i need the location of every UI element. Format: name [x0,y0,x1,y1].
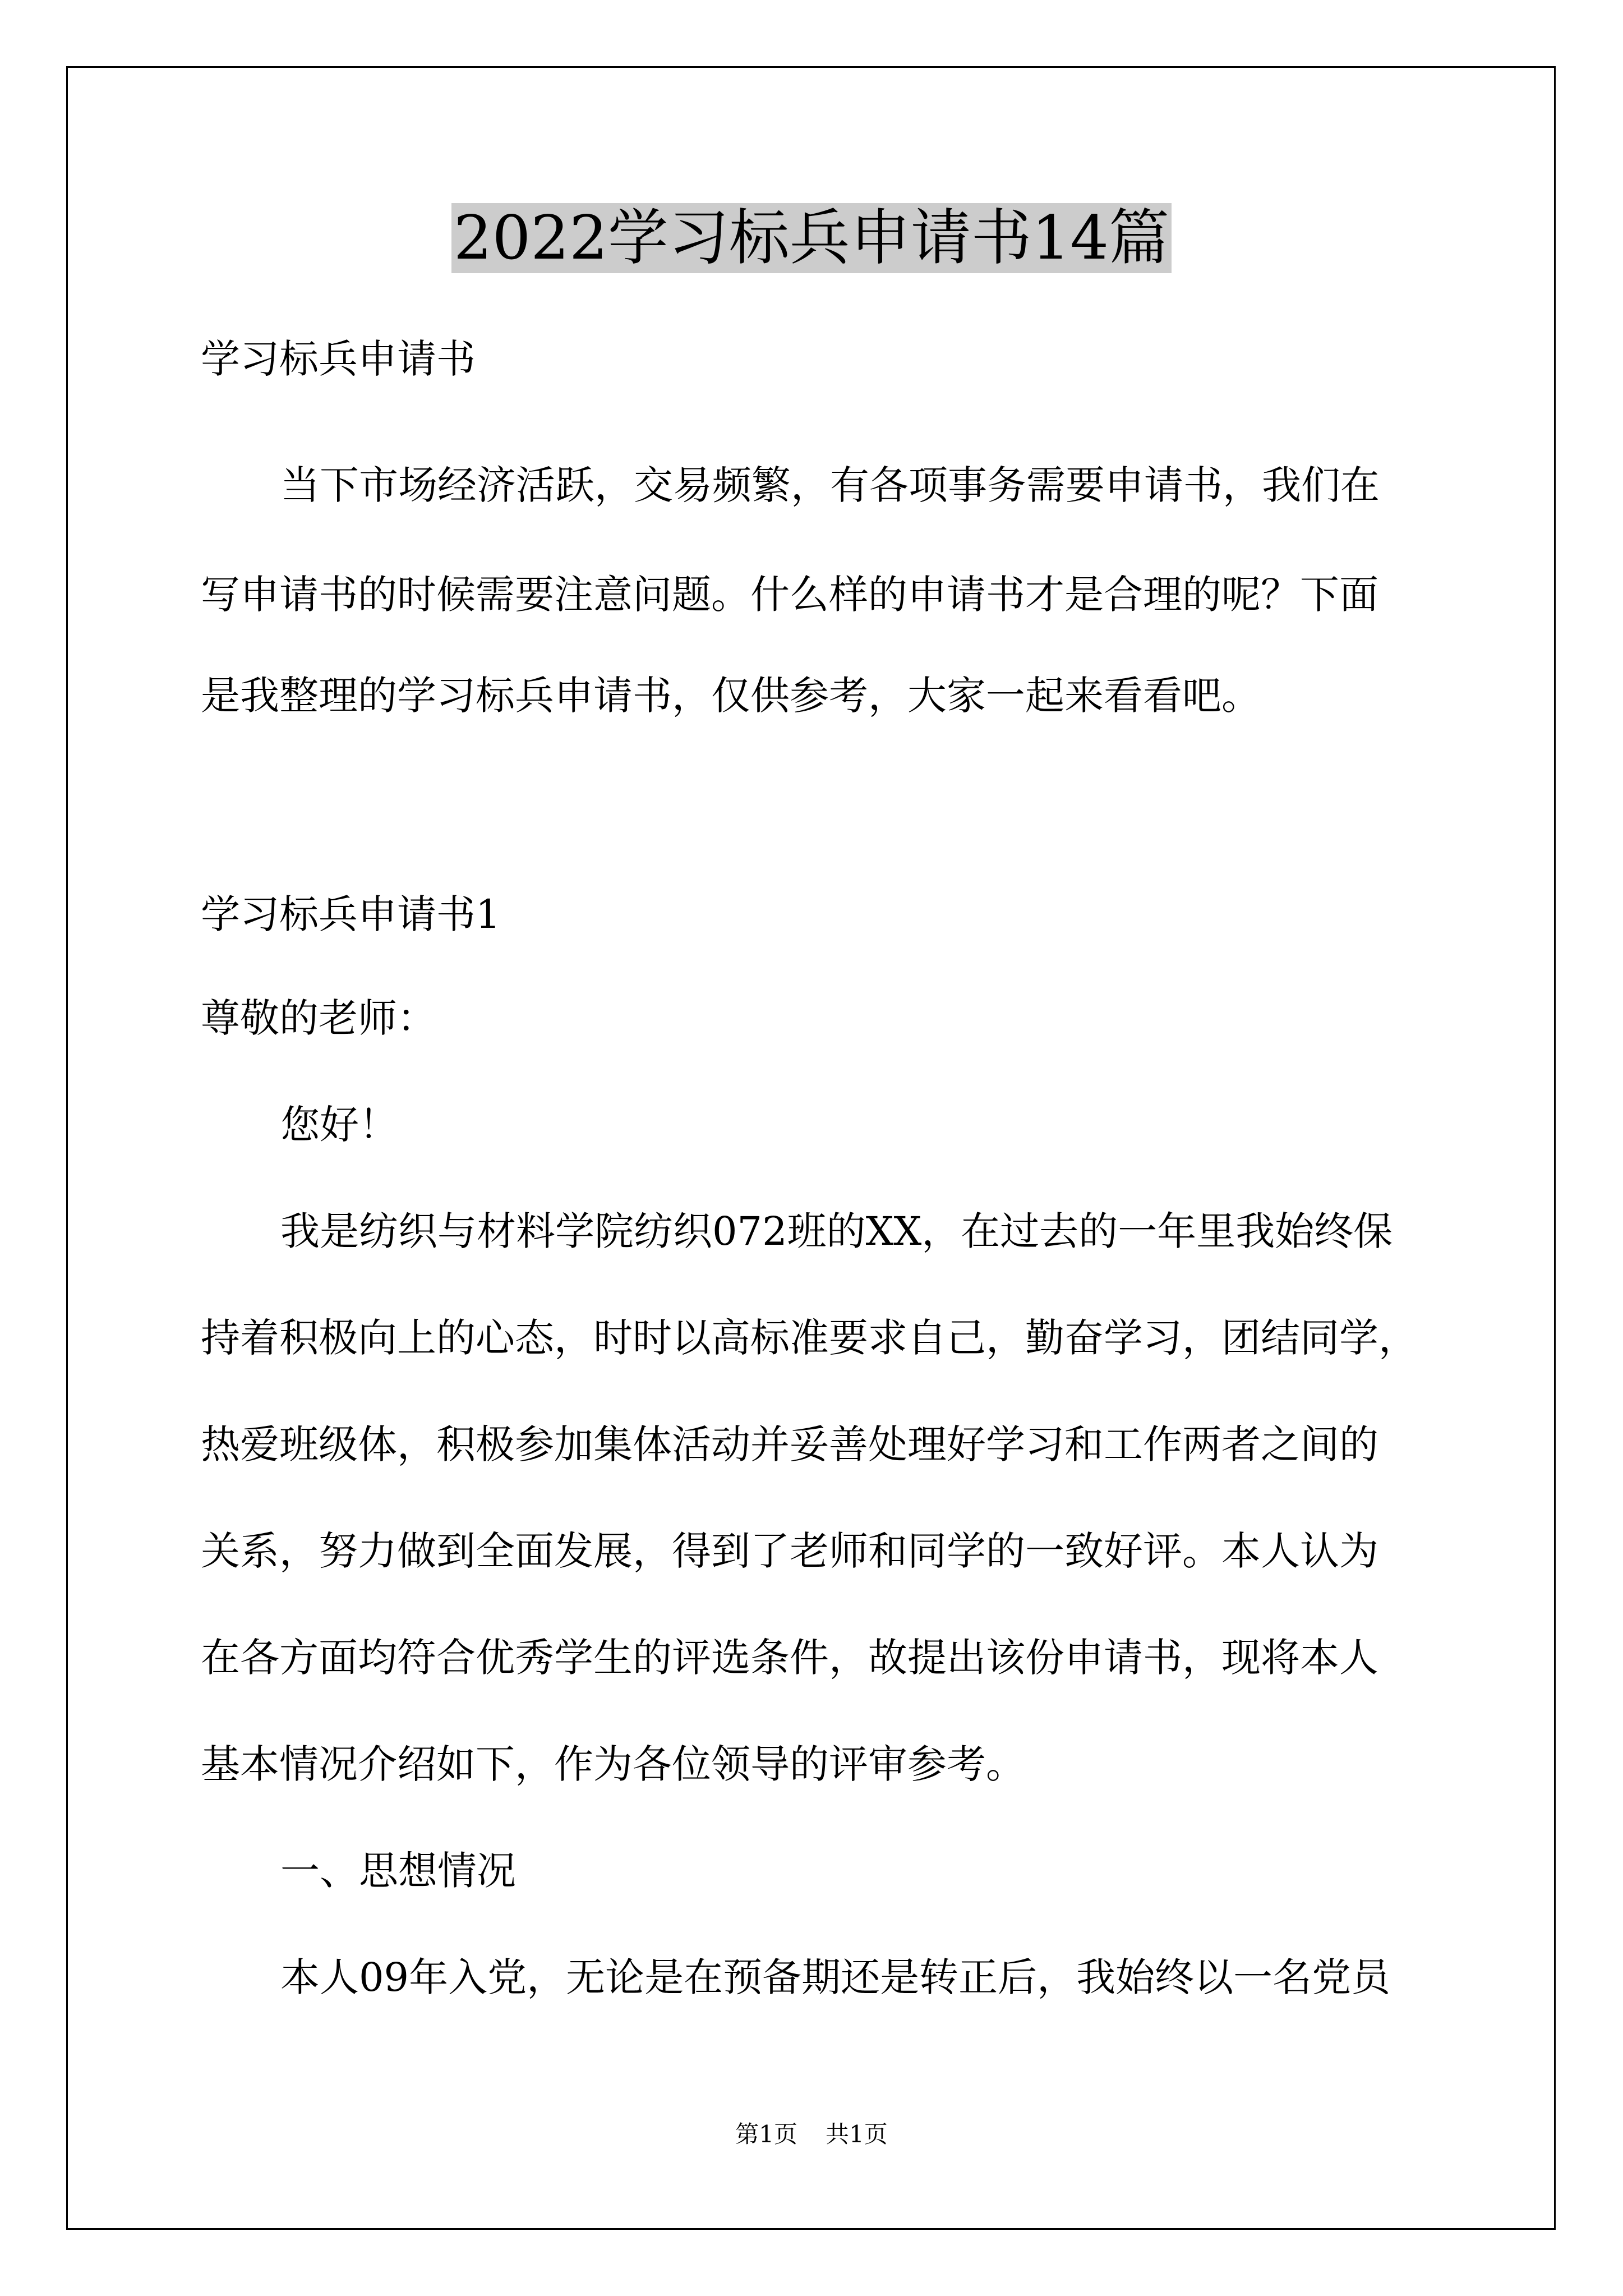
title-highlight: 2022学习标兵申请书14篇 [451,203,1172,273]
salutation: 尊敬的老师： [201,995,436,1041]
page-footer [0,2118,1623,2151]
body-line-4: 关系，努力做到全面发展，得到了老师和同学的一致好评。本人认为 [201,1528,1378,1574]
greeting: 您好！ [280,1102,398,1148]
page-number: 第1页 [735,2120,797,2148]
body-line-1: 我是纺织与材料学院纺织072班的XX，在过去的一年里我始终保 [280,1208,1393,1254]
intro-line-1: 当下市场经济活跃，交易频繁，有各项事务需要申请书，我们在 [280,462,1380,508]
body-line-7: 本人09年入党，无论是在预备期还是转正后，我始终以一名党员 [280,1954,1391,2000]
page-total: 共1页 [826,2120,888,2148]
intro-line-2: 写申请书的时候需要注意问题。什么样的申请书才是合理的呢？下面 [201,572,1378,618]
body-line-6: 基本情况介绍如下，作为各位领导的评审参考。 [201,1741,1025,1787]
subtitle-line: 学习标兵申请书 [201,336,476,382]
intro-line-3: 是我整理的学习标兵申请书，仅供参考，大家一起来看看吧。 [201,673,1261,719]
body-line-5: 在各方面均符合优秀学生的评选条件，故提出该份申请书，现将本人 [201,1635,1378,1681]
body-line-2: 持着积极向上的心态，时时以高标准要求自己，勤奋学习，团结同学， [201,1315,1418,1361]
section-heading: 学习标兵申请书1 [201,891,501,937]
body-line-3: 热爱班级体，积极参加集体活动并妥善处理好学习和工作两者之间的 [201,1421,1378,1467]
document-title [0,196,1623,280]
subheading-thought: 一、思想情况 [280,1848,516,1894]
